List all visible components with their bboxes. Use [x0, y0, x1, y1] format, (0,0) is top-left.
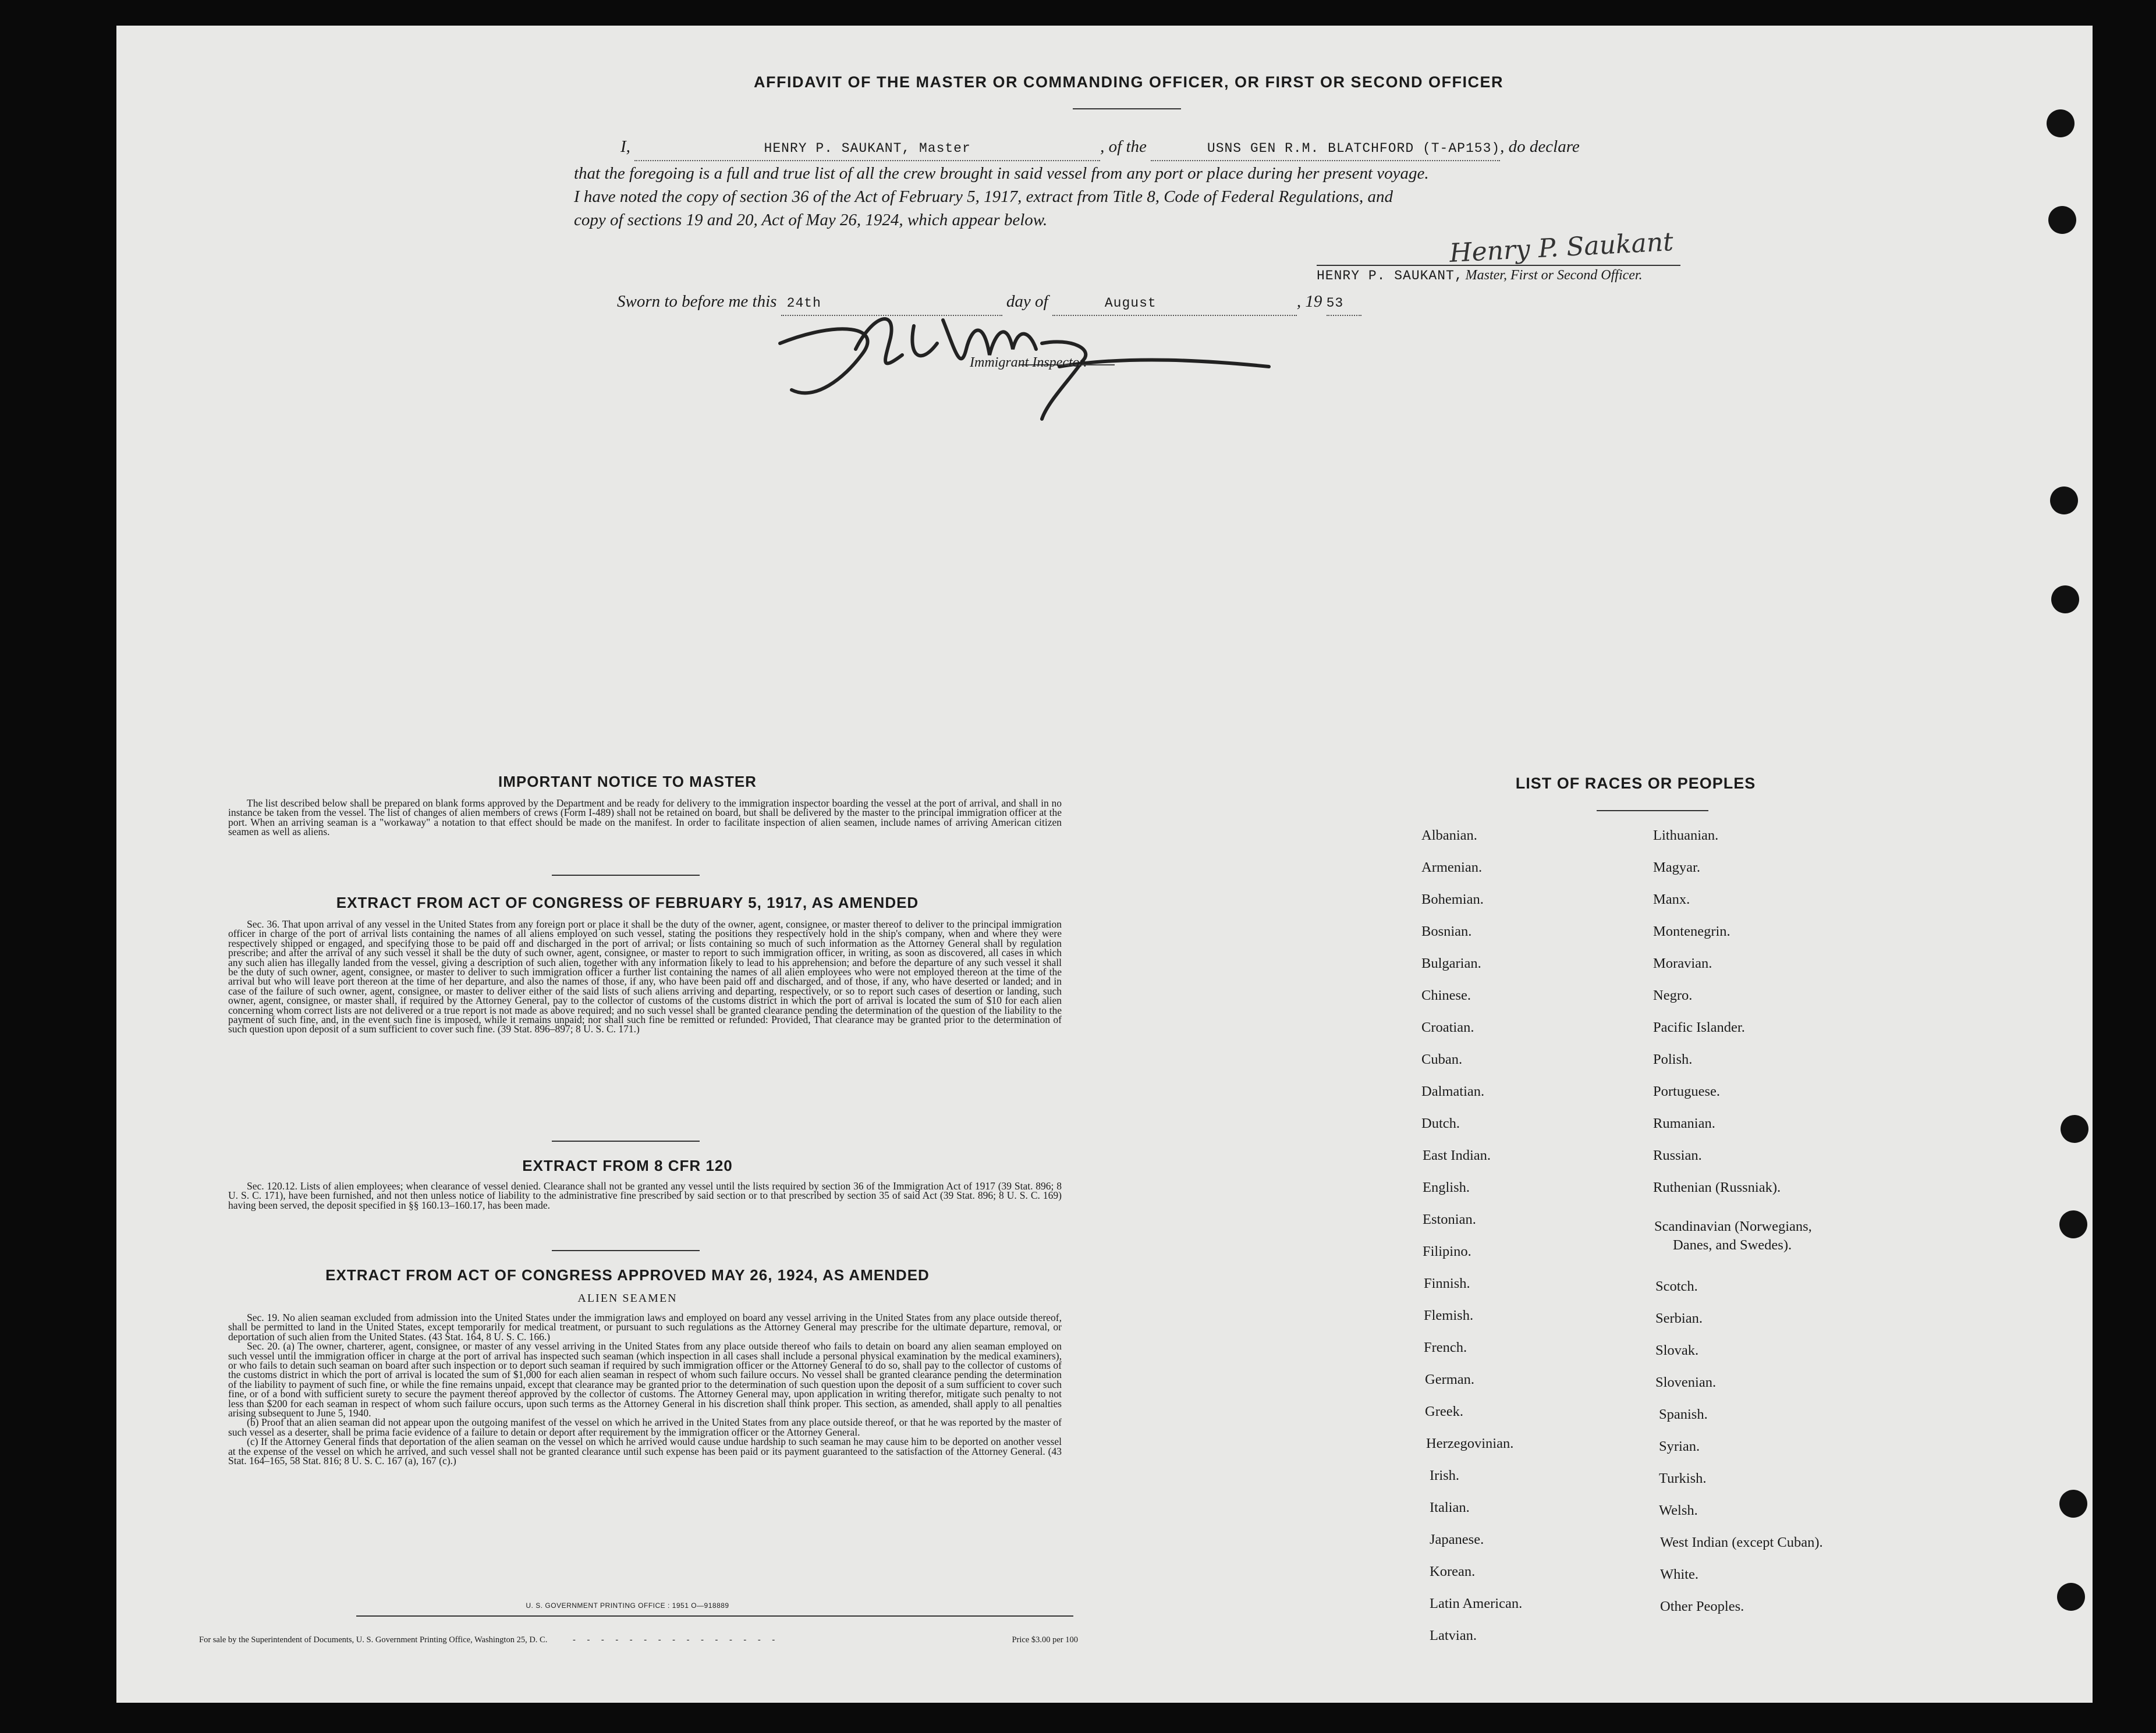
race-item: Cuban.	[1421, 1052, 1463, 1067]
price-text: Price $3.00 per 100	[1012, 1635, 1078, 1645]
race-item: Finnish.	[1424, 1276, 1470, 1291]
race-item: Dutch.	[1421, 1116, 1460, 1131]
affidavit-line-3: I have noted the copy of section 36 of the Act of February 5, 1917, extract from Title 8, Code of Federal Regulations, and	[574, 187, 1393, 206]
punch-hole	[2059, 1490, 2087, 1518]
alien-seamen-subtitle: ALIEN SEAMEN	[577, 1292, 678, 1305]
race-item: Bohemian.	[1421, 892, 1484, 907]
punch-hole	[2059, 1210, 2087, 1238]
race-item: West Indian (except Cuban).	[1660, 1535, 1823, 1550]
divider	[552, 1250, 700, 1251]
signature-line	[1317, 265, 1680, 266]
punch-hole	[2048, 206, 2076, 234]
race-item: Danes, and Swedes).	[1673, 1237, 1792, 1253]
race-item: Turkish.	[1659, 1471, 1707, 1486]
race-item: Syrian.	[1659, 1439, 1700, 1454]
race-item: Moravian.	[1653, 956, 1712, 971]
race-item: French.	[1424, 1340, 1467, 1355]
punch-hole	[2057, 1583, 2085, 1611]
extract-1924-title: EXTRACT FROM ACT OF CONGRESS APPROVED MAY 26, 1924, AS AMENDED	[325, 1266, 930, 1284]
race-item: Korean.	[1430, 1564, 1476, 1579]
punch-hole	[2047, 109, 2075, 137]
extract-cfr-title: EXTRACT FROM 8 CFR 120	[522, 1157, 733, 1174]
punch-hole	[2050, 486, 2078, 514]
signer-caption: Master, First or Second Officer.	[1465, 268, 1643, 283]
race-item: Montenegrin.	[1653, 924, 1731, 939]
month-value: August	[1104, 296, 1157, 311]
divider	[1073, 108, 1181, 109]
race-item: Polish.	[1653, 1052, 1693, 1067]
race-item: Scotch.	[1655, 1279, 1698, 1294]
section-20c: (c) If the Attorney General finds that deportation of the alien seaman on the vessel on which he arrived would cause undue hardship to such seaman he may cause him to be deported on another vessel at the expense of the vessel on which he arrived, and such vessel shall not be granted clearance until such expense has been paid or its payment guaranteed to the satisfaction of the Attorney General. (43 Stat. 164–165, 58 Stat. 816; 8 U. S. C. 167 (a), 167 (c).)	[228, 1436, 1062, 1467]
extract-1917-title: EXTRACT FROM ACT OF CONGRESS OF FEBRUARY 5, 1917, AS AMENDED	[336, 894, 919, 911]
race-item: Latvian.	[1430, 1628, 1477, 1643]
race-item: Japanese.	[1430, 1532, 1484, 1547]
race-item: German.	[1425, 1372, 1475, 1387]
race-item: Slovak.	[1655, 1343, 1699, 1358]
race-item: Slovenian.	[1655, 1375, 1717, 1390]
signer-block	[1317, 268, 1643, 283]
year-value: 53	[1326, 296, 1344, 311]
affidavit-line-4: copy of sections 19 and 20, Act of May 26, 1924, which appear below.	[574, 211, 1048, 229]
race-item: Greek.	[1425, 1404, 1463, 1419]
race-item: Other Peoples.	[1660, 1599, 1744, 1614]
punch-hole	[2051, 585, 2079, 613]
race-item: Estonian.	[1423, 1212, 1476, 1227]
race-item: Bosnian.	[1421, 924, 1472, 939]
race-item: Bulgarian.	[1421, 956, 1481, 971]
race-item: Negro.	[1653, 988, 1693, 1003]
divider	[1597, 810, 1708, 811]
master-name-field	[634, 135, 1100, 161]
race-item: Lithuanian.	[1653, 828, 1719, 843]
day-of-label: day of	[1006, 292, 1048, 311]
section-19: Sec. 19. No alien seaman excluded from admission into the United States under the immigration laws and employed on board any vessel arriving in the United States from any place outside thereof, shall be permitted to land in the United States, except temporarily for medical treatment, or pursuant to such regulations as the Attorney General may prescribe for the ultimate departure, removal, or deportation of such alien from the United States. (43 Stat. 164, 8 U. S. C. 166.)	[228, 1312, 1062, 1343]
race-item: Ruthenian (Russniak).	[1653, 1180, 1781, 1195]
race-item: Serbian.	[1655, 1311, 1703, 1326]
year-field	[1327, 290, 1361, 316]
race-item: Herzegovinian.	[1426, 1436, 1514, 1451]
notice-title: IMPORTANT NOTICE TO MASTER	[498, 773, 757, 790]
footer-rule	[356, 1615, 1073, 1617]
race-item: Latin American.	[1430, 1596, 1523, 1611]
punch-hole	[2061, 1115, 2088, 1143]
race-item: Rumanian.	[1653, 1116, 1715, 1131]
year-prefix: , 19	[1296, 292, 1322, 311]
race-item: Magyar.	[1653, 860, 1700, 875]
divider	[552, 1141, 700, 1142]
section-20b: (b) Proof that an alien seaman did not appear upon the outgoing manifest of the vessel on which he arrived in the United States from any place outside thereof, or that he was reported by the master of such vessel as a deserter, shall be prima facie evidence of a failure to detain or deport after requirement by the immigration officer or the Attorney General.	[228, 1416, 1062, 1438]
gpo-imprint: U. S. GOVERNMENT PRINTING OFFICE : 1951 O—918889	[526, 1601, 729, 1610]
extract-1917-body: Sec. 36. That upon arrival of any vessel in the United States from any foreign port or place it shall be the duty of the owner, agent, consignee, or master thereof to deliver to the principal immigration officer in charge of the port of arrival lists containing the names of all aliens employed on such vessel, stating the positions they respectively hold in the ship's company, when and where they were respectively shipped or engaged, and specifying those to be paid off and discharged in the port of arrival; or lists containing so much of such information as the Attorney General shall by regulation prescribe; and after the arrival of any such vessel it shall be the duty of such owner, agent, consignee, or master to report to such immigration officer, in writing, as soon as discovered, all cases in which any such alien has illegally landed from the vessel, giving a description of such alien, together with any information likely to lead to his apprehension; and before the departure of any such vessel it shall be the duty of such owner, agent, consignee, or master to deliver to such immigration officer a further list containing the names of all alien employees who were not employed thereon at the time of the arrival but who will leave port thereon at the time of her departure, and also the names of those, if any, who have been paid off and discharged, and of those, if any, who have deserted or landed; and in case of the failure of such owner, agent, consignee, or master to deliver either of the said lists of such aliens arriving and departing, respectively, or so to report such cases of desertion or landing, such owner, agent, consignee, or master shall, if required by the Attorney General, pay to the collector of customs of the customs district in which the port of arrival is located the sum of $10 for each alien concerning whom correct lists are not delivered or a true report is not made as above required; and no such vessel shall be granted clearance pending the determination of the question of the liability to the payment of such fine, and, in the event such fine is imposed, while it remains unpaid; nor shall such fine be remitted or refunded: Provided, That clearance may be granted prior to the determination of such question upon deposit of a sum sufficient to cover such fine. (39 Stat. 896–897; 8 U. S. C. 171.)	[228, 918, 1062, 1035]
section-20a: Sec. 20. (a) The owner, charterer, agent, consignee, or master of any vessel arriving in the United States from any place outside thereof who fails to detain on board any alien seaman employed on such vessel until the immigration officer in charge at the port of arrival has inspected such seaman (which inspection in all cases shall include a personal physical examination by the medical examiners), or who fails to detain such seaman on board after such inspection or to deport such seaman if required by such immigration officer or the Attorney General to do so, shall pay to the collector of customs of the customs district in which the port of arrival is located the sum of $1,000 for each alien seaman in respect of whom such failure occurs. No vessel shall be granted clearance pending the determination of the liability to payment of such fine, or while the fine remains unpaid, except that clearance may be granted prior to the determination of such question upon the deposit of a sum sufficient to cover such fine, or of a bond with sufficient surety to secure the payment thereof approved by the collector of customs. The Attorney General may, upon application in writing therefor, mitigate such penalty to not less than $200 for each seaman in respect of whom such failure occurs, upon such terms as the Attorney General in his discretion shall think proper. This section, as amended, shall apply to all penalties arising subsequent to June 5, 1940.	[228, 1340, 1062, 1419]
race-item: Chinese.	[1421, 988, 1471, 1003]
race-item: Welsh.	[1659, 1503, 1698, 1518]
race-item: Irish.	[1430, 1468, 1460, 1483]
race-item: Portuguese.	[1653, 1084, 1720, 1099]
race-item: Armenian.	[1421, 860, 1483, 875]
race-item: East Indian.	[1423, 1148, 1491, 1163]
master-name-value: HENRY P. SAUKANT, Master	[764, 141, 971, 156]
divider	[552, 875, 700, 876]
i-label: I,	[620, 137, 630, 156]
do-declare-label: , do declare	[1500, 137, 1580, 156]
day-value: 24th	[786, 296, 821, 311]
vessel-name-value: USNS GEN R.M. BLATCHFORD (T-AP153)	[1207, 141, 1501, 156]
notice-body: The list described below shall be prepared on blank forms approved by the Department and be ready for delivery to the immigration inspector boarding the vessel at the port of arrival, and shall in no instance be taken from the vessel. The list of changes of alien members of crews (Form I-489) shall not be retained on board, but shall be delivered by the master to the principal immigration officer at the port. When an arriving seaman is a "workaway" a notation to that effect should be made on the manifest. In order to facilitate inspection of alien seamen, include names of arriving American citizen seamen as well as aliens.	[228, 797, 1062, 838]
dot-leader: - - - - - - - - - - - - - - -	[572, 1635, 780, 1645]
extract-cfr-body: Sec. 120.12. Lists of alien employees; when clearance of vessel denied. Clearance shall not be granted any vessel until the lists required by section 36 of the Immigration Act of 1917 (39 Stat. 896; 8 U. S. C. 171), have been furnished, and not then unless notice of liability to the administrative fine prescribed by said section or to that prescribed by section 35 of said Act (39 Stat. 896; 8 U. S. C. 169) having been served, the deposit specified in §§ 160.13–160.17, has been made.	[228, 1180, 1062, 1211]
sale-notice	[199, 1635, 1078, 1645]
affidavit-line-1	[574, 135, 1686, 161]
race-item: Albanian.	[1421, 828, 1477, 843]
signer-typed: HENRY P. SAUKANT,	[1317, 268, 1463, 283]
race-item: Russian.	[1653, 1148, 1702, 1163]
of-the-label: , of the	[1100, 137, 1147, 156]
race-item: Croatian.	[1421, 1020, 1474, 1035]
race-item: English.	[1423, 1180, 1470, 1195]
race-item: Pacific Islander.	[1653, 1020, 1745, 1035]
affidavit-line-2: that the foregoing is a full and true list of all the crew brought in said vessel from any port or place during her present voyage.	[574, 164, 1429, 183]
race-item: Spanish.	[1659, 1407, 1708, 1422]
vessel-name-field	[1151, 135, 1500, 161]
inspector-caption: Immigrant Inspector.	[970, 355, 1087, 370]
affidavit-title: AFFIDAVIT OF THE MASTER OR COMMANDING OFFICER, OR FIRST OR SECOND OFFICER	[754, 73, 1503, 91]
race-item: White.	[1660, 1567, 1698, 1582]
race-item: Italian.	[1430, 1500, 1470, 1515]
extract-1924-body	[228, 1313, 1062, 1466]
race-item: Dalmatian.	[1421, 1084, 1485, 1099]
race-item: Flemish.	[1424, 1308, 1474, 1323]
races-title: LIST OF RACES OR PEOPLES	[1515, 775, 1756, 792]
sale-text: For sale by the Superintendent of Documents, U. S. Government Printing Office, Washington 25, D. C.	[199, 1635, 548, 1645]
race-item: Manx.	[1653, 892, 1690, 907]
sworn-label: Sworn to before me this	[617, 292, 777, 311]
race-item: Filipino.	[1423, 1244, 1471, 1259]
master-signature: Henry P. Saukant	[1448, 226, 1674, 269]
race-item: Scandinavian (Norwegians,	[1654, 1219, 1812, 1234]
